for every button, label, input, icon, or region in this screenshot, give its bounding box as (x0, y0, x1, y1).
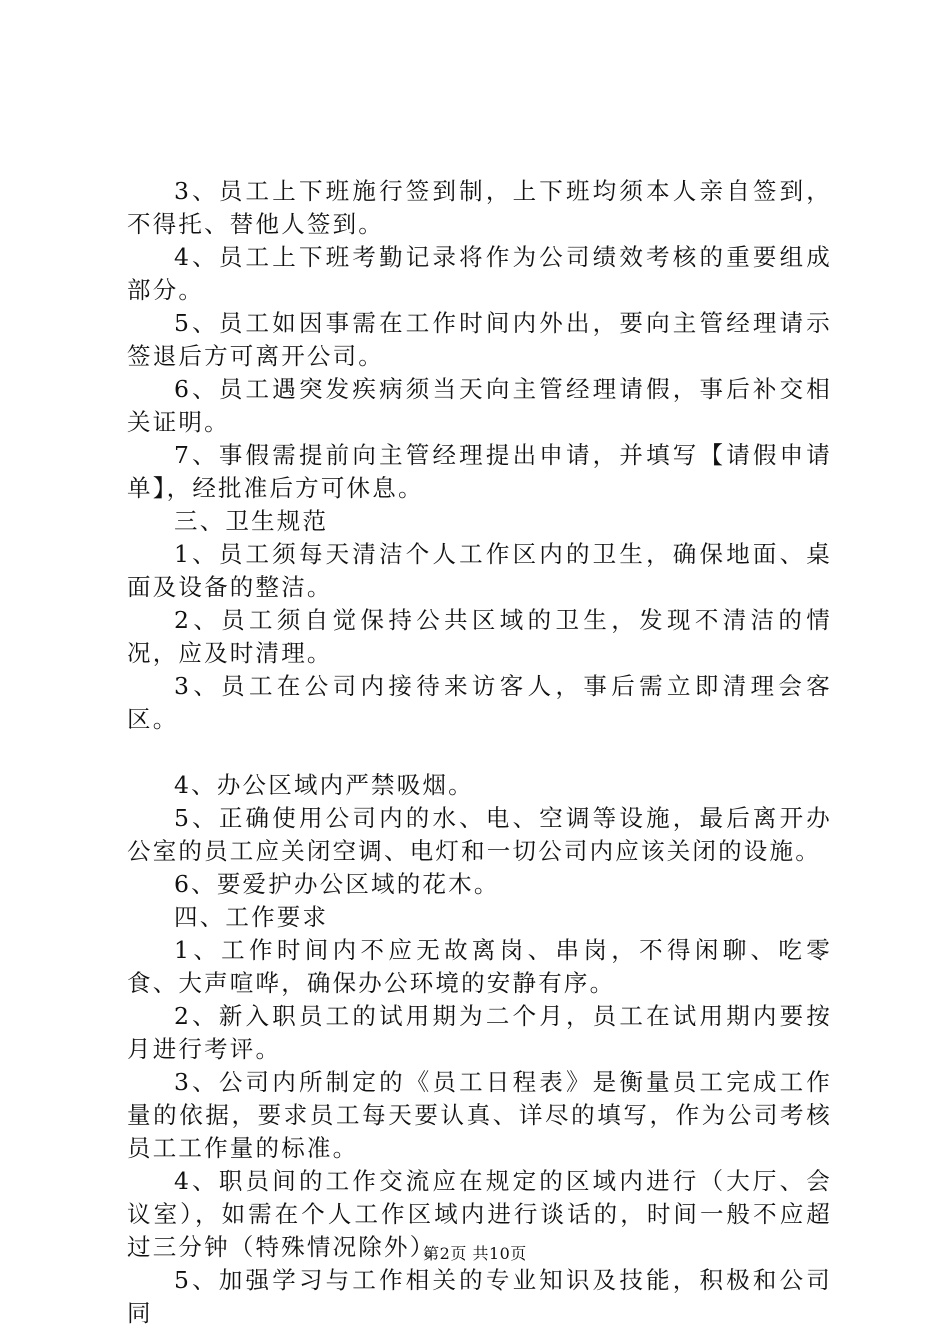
paragraph-work-3: 3、公司内所制定的《员工日程表》是衡量员工完成工作量的依据，要求员工每天要认真、详尽的填写，作为公司考核员工工作量的标准。 (127, 1068, 832, 1162)
paragraph-work-2: 2、新入职员工的试用期为二个月，员工在试用期内要按月进行考评。 (127, 1002, 832, 1063)
section-heading-hygiene: 三、卫生规范 (174, 507, 329, 535)
paragraph-hygiene-1: 1、员工须每天清洁个人工作区内的卫生，确保地面、桌面及设备的整洁。 (127, 540, 832, 601)
paragraph-sick-leave: 6、员工遇突发疾病须当天向主管经理请假，事后补交相关证明。 (127, 375, 832, 436)
paragraph-hygiene-2: 2、员工须自觉保持公共区域的卫生，发现不清洁的情况，应及时清理。 (127, 606, 832, 667)
document-body (127, 175, 832, 1330)
paragraph-personal-leave: 7、事假需提前向主管经理提出申请，并填写【请假申请单】，经批准后方可休息。 (127, 441, 832, 502)
blank-line (127, 736, 832, 769)
paragraph-attendance-record: 4、员工上下班考勤记录将作为公司绩效考核的重要组成部分。 (127, 243, 832, 304)
section-heading-work-requirements: 四、工作要求 (174, 903, 329, 931)
paragraph-sign-in-rule: 3、员工上下班施行签到制，上下班均须本人亲自签到，不得托、替他人签到。 (127, 177, 832, 238)
paragraph-hygiene-6: 6、要爱护办公区域的花木。 (174, 870, 500, 898)
paragraph-hygiene-3: 3、员工在公司内接待来访客人，事后需立即清理会客区。 (127, 672, 832, 733)
page-number-footer: 第2页 共10页 (423, 1244, 527, 1263)
paragraph-hygiene-4: 4、办公区域内严禁吸烟。 (174, 771, 474, 799)
paragraph-hygiene-5: 5、正确使用公司内的水、电、空调等设施，最后离开办公室的员工应关闭空调、电灯和一切公司内应该关闭的设施。 (127, 804, 832, 865)
paragraph-going-out: 5、员工如因事需在工作时间内外出，要向主管经理请示签退后方可离开公司。 (127, 309, 832, 370)
paragraph-work-1: 1、工作时间内不应无故离岗、串岗，不得闲聊、吃零食、大声喧哗，确保办公环境的安静有序。 (127, 936, 832, 997)
paragraph-work-4: 4、职员间的工作交流应在规定的区域内进行（大厅、会议室），如需在个人工作区域内进行谈话的，时间一般不应超过三分钟（特殊情况除外）。 (127, 1167, 832, 1261)
paragraph-work-5: 5、加强学习与工作相关的专业知识及技能，积极和公司同 (127, 1266, 832, 1327)
